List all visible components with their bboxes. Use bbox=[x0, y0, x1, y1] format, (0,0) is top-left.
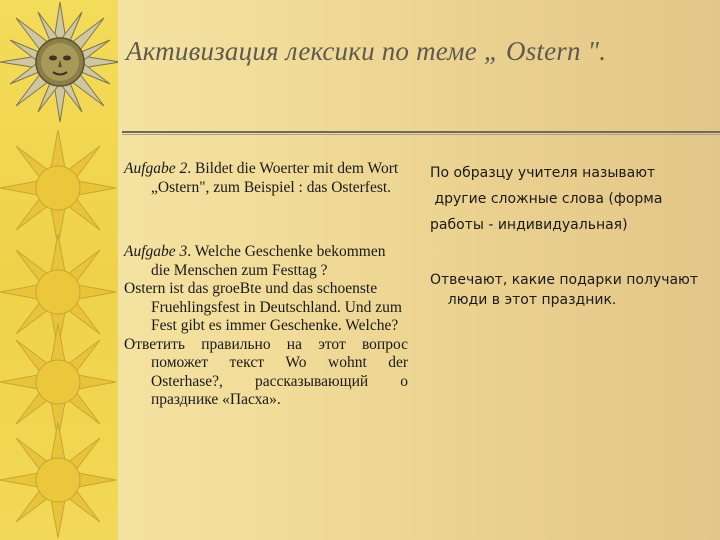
task-2 bbox=[124, 160, 408, 197]
task-2-prefix: Aufgabe 2 bbox=[124, 160, 188, 177]
answer-1 bbox=[430, 160, 715, 238]
tasks-column bbox=[124, 160, 408, 410]
title-divider bbox=[122, 131, 720, 133]
answer-1-line: другие сложные слова (форма bbox=[430, 191, 663, 207]
task-3 bbox=[124, 243, 408, 280]
answer-2 bbox=[430, 270, 715, 310]
student-activity-column bbox=[430, 160, 715, 308]
decorative-left-strip bbox=[0, 0, 118, 540]
sun-face-icon bbox=[0, 0, 118, 130]
answer-2-line: Отвечают, какие подарки получают bbox=[430, 272, 698, 288]
task-3-context: Ostern ist das groeBte und das schoenste Fruehlingsfest in Deutschland. Und zum Fest gibt es immer Geschenke. Welche? bbox=[124, 280, 402, 334]
task-3-text: . Welche Geschenke bekommen die Menschen zum Festtag ? bbox=[151, 243, 386, 279]
sun-icon bbox=[0, 420, 118, 540]
slide-title: Активизация лексики по теме „ Ostern ". bbox=[126, 36, 607, 66]
answer-1-line: работы - индивидуальная) bbox=[430, 217, 628, 233]
answer-2-line: люди в этот праздник. bbox=[430, 292, 617, 308]
sun-icon bbox=[0, 128, 118, 248]
title-divider-shadow bbox=[122, 134, 720, 135]
answer-1-line: По образцу учителя называют bbox=[430, 165, 656, 181]
task-2-text: . Bildet die Woerter mit dem Wort „Ostern", zum Beispiel : das Osterfest. bbox=[151, 160, 399, 196]
task-3-prefix: Aufgabe 3 bbox=[124, 243, 188, 260]
task-3-hint: Ответить правильно на этот вопрос поможет текст Wo wohnt der Osterhase?, рассказывающий о празднике «Пасха». bbox=[124, 335, 408, 408]
